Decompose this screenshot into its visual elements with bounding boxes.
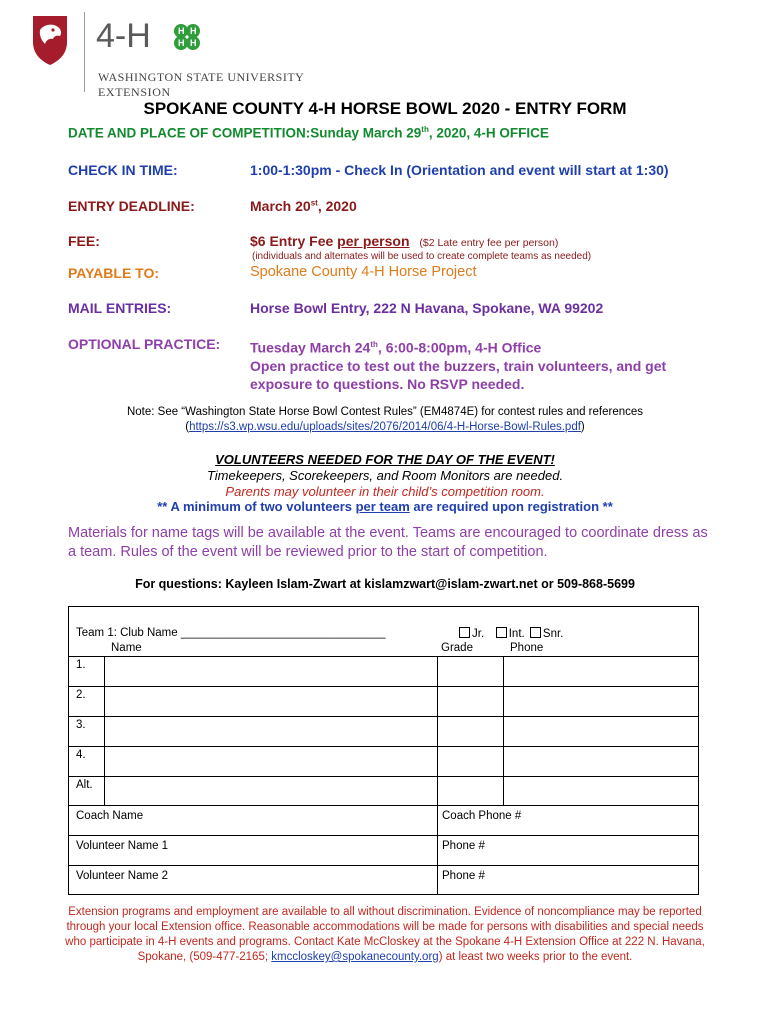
rules-pdf-link[interactable]: https://s3.wp.wsu.edu/uploads/sites/2076/2014/06/4-H-Horse-Bowl-Rules.pdf	[189, 421, 581, 433]
fee-sub-note: (individuals and alternates will be used to create complete teams as needed)	[252, 251, 592, 262]
row-number: 3.	[76, 719, 86, 731]
table-rule	[68, 686, 699, 687]
team-club-name-field[interactable]: Team 1: Club Name ________________________________	[76, 627, 386, 639]
payable-label: PAYABLE TO:	[68, 265, 160, 281]
table-rule	[68, 656, 699, 657]
volunteers-line3	[0, 499, 770, 514]
date-place-label: DATE AND PLACE OF COMPETITION:	[68, 125, 311, 141]
header-divider	[84, 12, 85, 92]
jr-label: Jr.	[472, 628, 485, 640]
table-rule	[437, 656, 438, 895]
questions-contact: For questions: Kayleen Islam-Zwart at kislamzwart@islam-zwart.net or 509-868-5699	[135, 577, 635, 591]
table-rule	[68, 835, 699, 836]
practice-label: OPTIONAL PRACTICE:	[68, 336, 221, 352]
practice-date: Tuesday March 24	[250, 339, 371, 356]
practice-line3: exposure to questions. No RSVP needed.	[250, 375, 525, 392]
footer-text-end: ) at least two weeks prior to the event.	[438, 951, 633, 963]
row-number: 2.	[76, 689, 86, 701]
deadline-suffix: st	[310, 198, 318, 208]
fee-value	[250, 233, 558, 249]
deadline-year: , 2020	[317, 198, 357, 214]
deadline-label: ENTRY DEADLINE:	[68, 198, 195, 214]
snr-checkbox[interactable]	[530, 627, 541, 638]
volunteers-per-team: per team	[355, 499, 410, 514]
page-title: SPOKANE COUNTY 4-H HORSE BOWL 2020 - ENTRY FORM	[143, 99, 627, 118]
row-number: 1.	[76, 659, 86, 671]
int-label: Int.	[508, 628, 525, 640]
volunteer2-phone-field[interactable]: Phone #	[442, 870, 485, 882]
practice-line1	[250, 336, 666, 357]
checkin-value: 1:00-1:30pm - Check In (Orientation and event will start at 1:30)	[250, 162, 669, 178]
volunteers-line2: Parents may volunteer in their child’s competition room.	[225, 484, 545, 499]
fee-late-note: ($2 Late entry fee per person)	[419, 237, 559, 249]
division-options	[457, 627, 563, 640]
int-checkbox[interactable]	[496, 627, 507, 638]
wsu-cougar-shield-logo	[31, 14, 69, 66]
date-and-place	[68, 125, 549, 141]
materials-paragraph: Materials for name tags will be available at the event. Teams are encouraged to coordinate dress as a team. Rules of the event will be reviewed prior to the start of competition.	[68, 525, 708, 560]
practice-value	[250, 336, 666, 393]
wsu-name: WASHINGTON STATE UNIVERSITY	[98, 70, 305, 84]
volunteers-line1: Timekeepers, Scorekeepers, and Room Monitors are needed.	[206, 468, 564, 483]
volunteer2-name-field[interactable]: Volunteer Name 2	[76, 870, 169, 882]
date-place-value-rest: , 2020, 4-H OFFICE	[428, 125, 549, 141]
practice-time: , 6:00-8:00pm, 4-H Office	[377, 339, 542, 356]
jr-checkbox[interactable]	[459, 627, 470, 638]
table-rule	[68, 865, 699, 866]
table-rule	[68, 805, 699, 806]
rules-note: Note: See “Washington State Horse Bowl Contest Rules” (EM4874E) for contest rules and references	[126, 406, 644, 418]
svg-text:H: H	[178, 26, 185, 36]
practice-line2: Open practice to test out the buzzers, train volunteers, and get	[250, 357, 667, 374]
nondiscrimination-footer	[60, 905, 710, 965]
deadline-date: March 20	[250, 198, 311, 214]
row-number: 4.	[76, 749, 86, 761]
col-grade-header: Grade	[441, 642, 473, 654]
snr-label: Snr.	[542, 628, 564, 640]
rules-link-line	[0, 421, 770, 433]
table-rule	[68, 776, 699, 777]
fee-per-person: per person	[337, 233, 410, 249]
table-rule	[104, 656, 105, 805]
fee-amount: $6 Entry Fee	[250, 233, 338, 249]
coach-name-field[interactable]: Coach Name	[76, 810, 144, 822]
checkin-label: CHECK IN TIME:	[68, 162, 178, 178]
svg-text:H: H	[190, 38, 197, 48]
fee-label: FEE:	[68, 233, 100, 249]
extension-label: EXTENSION	[98, 85, 171, 99]
col-phone-header: Phone	[510, 642, 544, 654]
coach-phone-field[interactable]: Coach Phone #	[442, 810, 522, 822]
svg-text:H: H	[178, 38, 185, 48]
date-suffix: th	[421, 125, 429, 134]
table-rule	[68, 716, 699, 717]
footer-email-link[interactable]: kmccloskey@spokanecounty.org	[271, 951, 439, 963]
footer-text: Extension programs and employment are available to all without discrimination. Evidence of noncompliance may be reported through your local Extension office. Reasonable accommodations will be made for persons with disabilities and special needs who participate in 4-H events and programs. Contact Kate McCloskey at the Spokane 4-H Extension Office at 222 N. Havana, Spokane, (509-477-2165;	[65, 906, 705, 963]
payable-value: Spokane County 4-H Horse Project	[250, 264, 477, 280]
volunteers-required: are required upon registration **	[409, 499, 613, 514]
volunteer1-name-field[interactable]: Volunteer Name 1	[76, 840, 169, 852]
volunteers-heading: VOLUNTEERS NEEDED FOR THE DAY OF THE EVENT!	[215, 452, 555, 467]
mail-value: Horse Bowl Entry, 222 N Havana, Spokane, WA 99202	[250, 300, 604, 316]
4h-clover-icon	[170, 20, 204, 54]
mail-label: MAIL ENTRIES:	[68, 300, 172, 316]
deadline-value	[250, 198, 357, 214]
table-rule	[68, 746, 699, 747]
row-number: Alt.	[76, 779, 93, 791]
col-name-header: Name	[111, 642, 142, 654]
practice-suffix: th	[370, 340, 378, 349]
date-place-value: Sunday March 29	[310, 125, 422, 141]
rules-link-close: )	[580, 421, 585, 433]
volunteers-min: ** A minimum of two volunteers	[157, 499, 356, 514]
table-rule	[503, 656, 504, 805]
svg-text:H: H	[190, 26, 197, 36]
volunteer1-phone-field[interactable]: Phone #	[442, 840, 485, 852]
rules-link-open: (	[185, 421, 190, 433]
4h-logo-text: 4-H	[96, 17, 151, 55]
